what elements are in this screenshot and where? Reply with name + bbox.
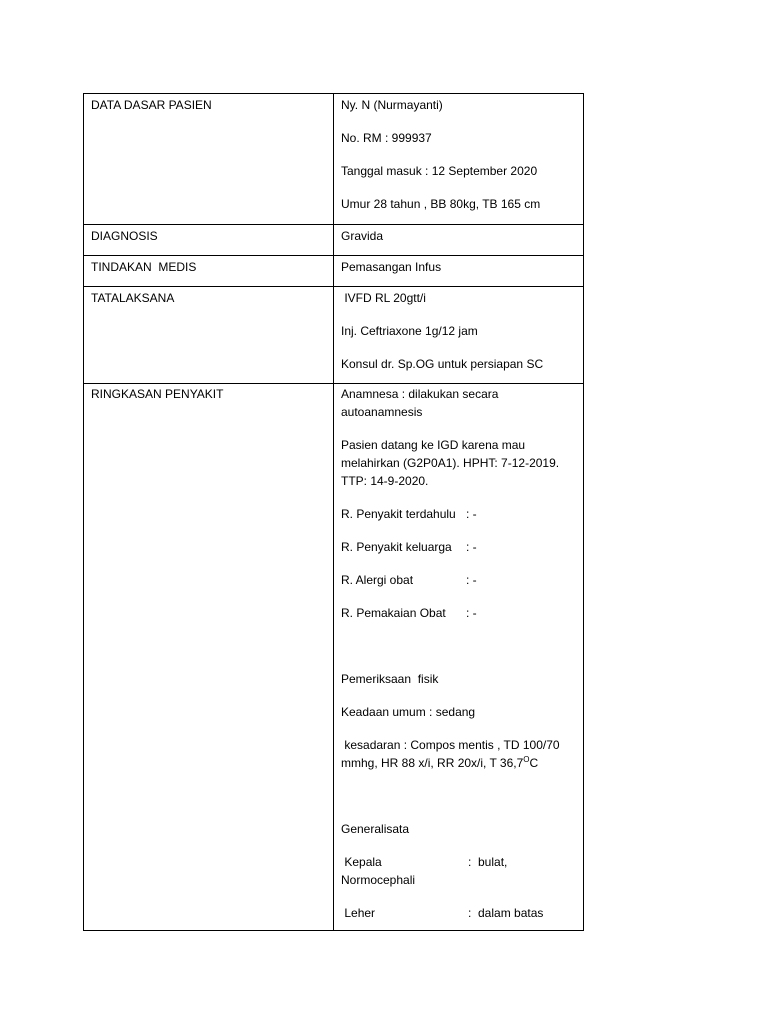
history-value: : - <box>466 507 477 521</box>
tindakan-value: Pemasangan Infus <box>341 260 442 274</box>
row-tatalaksana <box>84 287 584 384</box>
temperature-unit: C <box>529 756 539 770</box>
generalisata-title: Generalisata <box>341 822 410 836</box>
complaint-line: melahirkan (G2P0A1). HPHT: 7-12-2019. <box>341 456 560 470</box>
value-cell <box>334 384 584 931</box>
kepala-value: : bulat, <box>468 855 508 869</box>
row-label: TATALAKSANA <box>91 291 175 305</box>
degree-superscript: O <box>523 755 530 764</box>
value-cell <box>334 225 584 256</box>
physical-exam-title: Pemeriksaan fisik <box>341 672 439 686</box>
history-name: R. Penyakit terdahulu <box>341 507 456 521</box>
patient-summary-table <box>83 93 584 931</box>
label-cell <box>84 384 334 931</box>
row-label: RINGKASAN PENYAKIT <box>91 387 224 401</box>
history-line <box>341 538 577 556</box>
value-cell <box>334 287 584 384</box>
complaint-line: TTP: 14-9-2020. <box>341 474 429 488</box>
treatment-line: IVFD RL 20gtt/i <box>341 291 426 305</box>
admission-date: Tanggal masuk : 12 September 2020 <box>341 164 538 178</box>
treatment-line: Konsul dr. Sp.OG untuk persiapan SC <box>341 357 544 371</box>
value-cell <box>334 256 584 287</box>
label-cell <box>84 256 334 287</box>
general-condition: Keadaan umum : sedang <box>341 705 476 719</box>
label-cell <box>84 287 334 384</box>
complaint-line: Pasien datang ke IGD karena mau <box>341 438 526 452</box>
vitals-text: mmhg, HR 88 x/i, RR 20x/i, T 36,7 <box>341 756 524 770</box>
consciousness-line: kesadaran : Compos mentis , TD 100/70 <box>341 738 560 752</box>
leher-line <box>341 904 577 922</box>
anamnesa-line: Anamnesa : dilakukan secara <box>341 387 499 401</box>
history-line <box>341 571 577 589</box>
history-line <box>341 604 577 622</box>
diagnosis-value: Gravida <box>341 229 384 243</box>
row-tindakan-medis <box>84 256 584 287</box>
history-name: R. Pemakaian Obat <box>341 606 446 620</box>
kepala-line-2: Normocephali <box>341 873 416 887</box>
row-data-dasar-pasien <box>84 94 584 225</box>
vitals-line <box>341 754 577 772</box>
anamnesa-line: autoanamnesis <box>341 405 423 419</box>
history-value: : - <box>466 573 477 587</box>
row-diagnosis <box>84 225 584 256</box>
value-cell <box>334 94 584 225</box>
kepala-line <box>341 853 577 871</box>
leher-name: Leher <box>341 906 376 920</box>
history-name: R. Penyakit keluarga <box>341 540 452 554</box>
medical-record-number: No. RM : 999937 <box>341 131 432 145</box>
row-label: DATA DASAR PASIEN <box>91 98 212 112</box>
treatment-line: Inj. Ceftriaxone 1g/12 jam <box>341 324 478 338</box>
patient-name: Ny. N (Nurmayanti) <box>341 98 443 112</box>
history-value: : - <box>466 606 477 620</box>
history-value: : - <box>466 540 477 554</box>
row-label: DIAGNOSIS <box>91 229 158 243</box>
history-name: R. Alergi obat <box>341 573 414 587</box>
label-cell <box>84 94 334 225</box>
leher-value: : dalam batas <box>468 906 544 920</box>
row-ringkasan-penyakit <box>84 384 584 931</box>
patient-vitals-basic: Umur 28 tahun , BB 80kg, TB 165 cm <box>341 197 541 211</box>
kepala-name: Kepala <box>341 855 382 869</box>
row-label: TINDAKAN MEDIS <box>91 260 197 274</box>
label-cell <box>84 225 334 256</box>
history-line <box>341 505 577 523</box>
